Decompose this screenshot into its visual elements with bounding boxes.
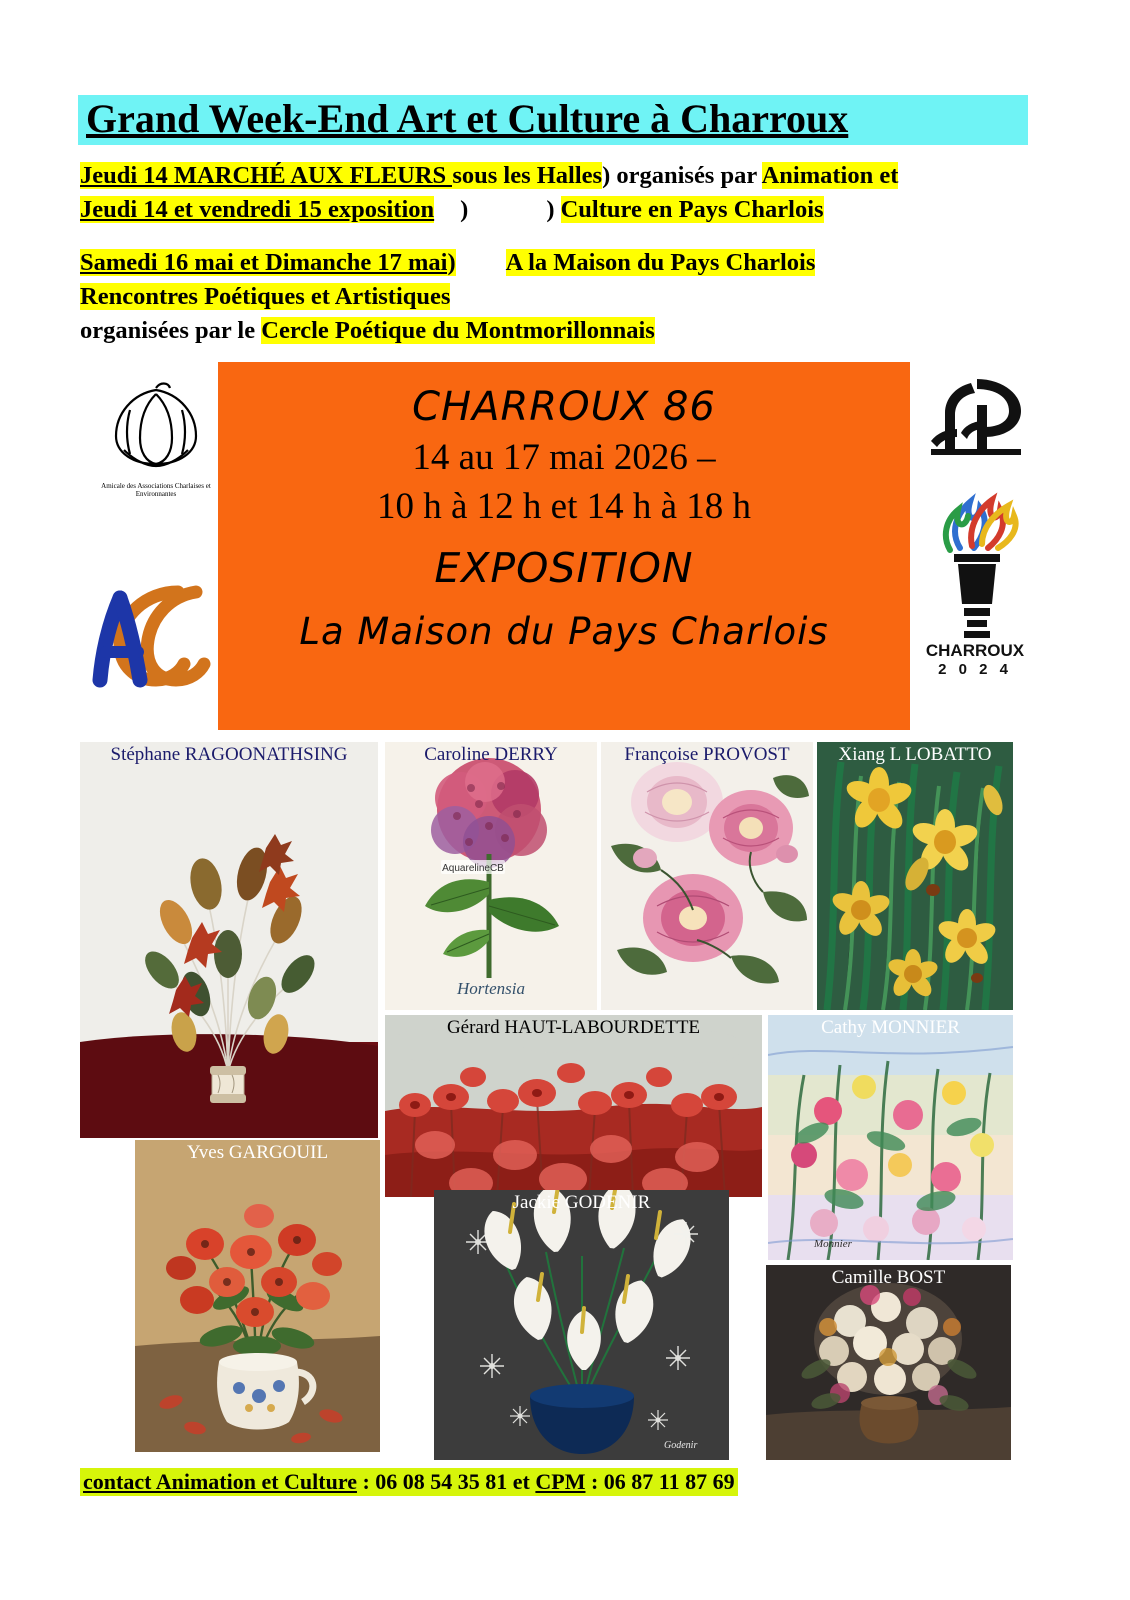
info-line-2-part-a: Jeudi 14 et vendredi 15 exposition bbox=[80, 196, 435, 224]
artwork-caption-provost: Françoise PROVOST bbox=[624, 744, 790, 765]
contact-cpm-number: : 06 87 11 87 69 bbox=[585, 1469, 735, 1494]
info-line-1-part-b: sous les Halles bbox=[452, 162, 603, 189]
abbey-arch-icon bbox=[925, 375, 1025, 460]
artwork-monnier[interactable] bbox=[768, 1015, 1013, 1260]
info-line-5-part-a: organisées par le bbox=[80, 317, 262, 345]
info-line-3 bbox=[80, 247, 1060, 279]
poster-title-band bbox=[78, 95, 1028, 145]
artwork-image-daffodils bbox=[817, 742, 1013, 1010]
artwork-caption-derry: Caroline DERRY bbox=[424, 744, 558, 765]
info-line-1-part-a: Jeudi 14 MARCHÉ AUX FLEURS bbox=[80, 162, 453, 189]
info-line-3-part-c: A la Maison du Pays Charlois bbox=[505, 248, 816, 276]
page-title: Grand Week-End Art et Culture à Charroux bbox=[86, 96, 849, 141]
banner-line-hours: 10 h à 12 h et 14 h à 18 h bbox=[376, 486, 752, 527]
abbey-arch-logo bbox=[925, 375, 1025, 460]
artwork-image-bouquet bbox=[766, 1265, 1011, 1460]
info-line-2 bbox=[80, 194, 1060, 226]
contact-mid: : 06 08 54 35 81 et bbox=[356, 1469, 536, 1494]
artwork-image-pressed-leaves bbox=[80, 742, 378, 1138]
banner-line-location: CHARROUX 86 bbox=[412, 384, 716, 430]
banner-line-exposition: EXPOSITION bbox=[434, 544, 694, 592]
torch-flame-icon bbox=[920, 470, 1030, 680]
artwork-image-hydrangea bbox=[385, 742, 597, 1010]
info-line-3-part-a: Samedi 16 mai et Dimanche 17 mai bbox=[80, 248, 448, 276]
artwork-caption-monnier: Cathy MONNIER bbox=[821, 1017, 960, 1038]
animation-culture-logo bbox=[86, 580, 226, 700]
charroux-logo-text: CHARROUX bbox=[925, 641, 1025, 660]
info-line-3-part-b: ) bbox=[447, 248, 456, 276]
artwork-godenir[interactable] bbox=[434, 1190, 729, 1460]
info-line-5 bbox=[80, 315, 1060, 347]
artwork-caption-bost: Camille BOST bbox=[831, 1267, 946, 1288]
artwork-signature-godenir: Godenir bbox=[664, 1440, 698, 1451]
artwork-watermark-derry: AquarelineCB bbox=[442, 863, 504, 874]
amicale-associations-logo bbox=[86, 380, 226, 500]
info-line-1 bbox=[80, 160, 1060, 192]
banner-line-dates: 14 au 17 mai 2026 – bbox=[412, 437, 716, 478]
artwork-caption-haut-labourdette: Gérard HAUT-LABOURDETTE bbox=[446, 1017, 701, 1038]
info-line-5-part-b: Cercle Poétique du Montmorillonnais bbox=[261, 317, 655, 345]
info-line-2-part-b: ) bbox=[460, 196, 469, 224]
contact-prefix: contact Animation et Culture bbox=[83, 1469, 357, 1494]
artwork-lobatto[interactable] bbox=[817, 742, 1013, 1010]
artwork-provost[interactable] bbox=[601, 742, 813, 1010]
flower-bell-icon bbox=[86, 380, 226, 480]
charroux-2024-logo bbox=[920, 470, 1030, 725]
artwork-caption-lobatto: Xiang L LOBATTO bbox=[838, 744, 992, 765]
artwork-caption-ragoonathsing: Stéphane RAGOONATHSING bbox=[110, 744, 348, 765]
artwork-ragoonathsing[interactable] bbox=[80, 742, 378, 1138]
artwork-image-peonies bbox=[601, 742, 813, 1010]
artwork-image-garden bbox=[768, 1015, 1013, 1260]
info-line-2-part-c: ) bbox=[546, 196, 561, 224]
contact-line bbox=[80, 1468, 738, 1496]
artwork-signature-monnier: Monnier bbox=[814, 1238, 852, 1250]
artwork-derry[interactable] bbox=[385, 742, 597, 1010]
exposition-banner bbox=[218, 362, 910, 730]
artwork-signature-derry: Hortensia bbox=[457, 979, 525, 998]
artwork-gargouil[interactable] bbox=[135, 1140, 380, 1452]
info-line-2-part-d: Culture en Pays Charlois bbox=[560, 196, 824, 224]
artwork-caption-gargouil: Yves GARGOUIL bbox=[186, 1142, 329, 1163]
info-line-1-part-d: Animation et bbox=[761, 162, 899, 189]
info-line-1-part-c: ) organisés par bbox=[602, 162, 762, 189]
amicale-logo-caption: Amicale des Associations Charlaises et Environnantes bbox=[101, 482, 211, 498]
artwork-image-poppies-jug bbox=[135, 1140, 380, 1452]
artwork-image-arum-lilies bbox=[434, 1190, 729, 1460]
info-line-4 bbox=[80, 281, 1060, 313]
info-line-4-text: Rencontres Poétiques et Artistiques bbox=[80, 282, 451, 310]
charroux-logo-year: 2 0 2 4 bbox=[938, 661, 1012, 678]
artwork-haut-labourdette[interactable] bbox=[385, 1015, 762, 1197]
artwork-image-poppy-field bbox=[385, 1015, 762, 1197]
artwork-caption-godenir: Jackie GODENIR bbox=[512, 1192, 651, 1213]
event-info-block bbox=[80, 160, 1060, 350]
artwork-bost[interactable] bbox=[766, 1265, 1011, 1460]
banner-line-venue: La Maison du Pays Charlois bbox=[299, 610, 829, 653]
contact-cpm-label: CPM bbox=[535, 1469, 586, 1494]
ac-monogram-icon bbox=[86, 580, 226, 690]
